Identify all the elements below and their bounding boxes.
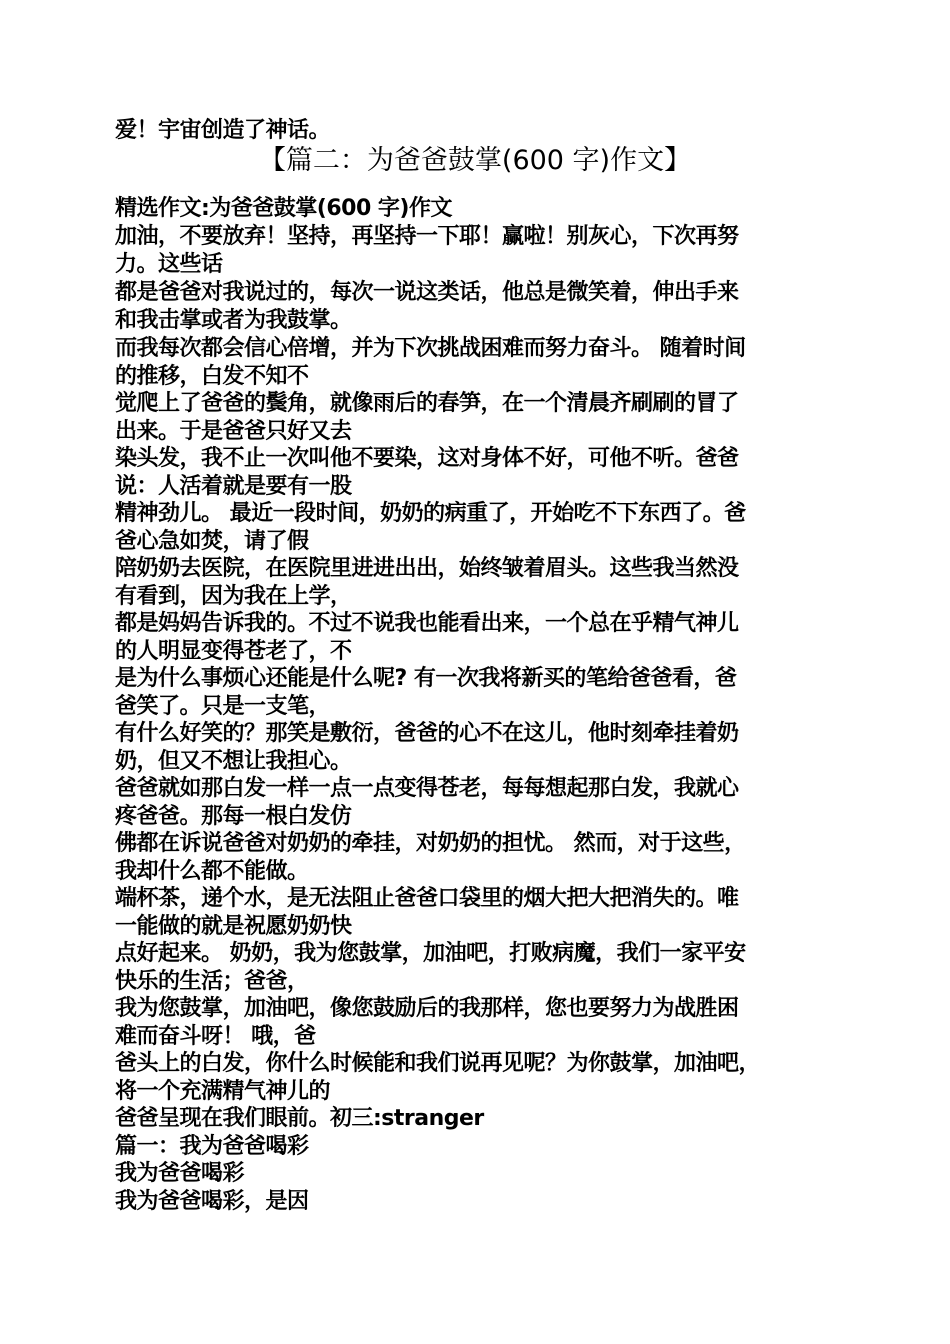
text-line: 的推移，白发不知不 xyxy=(115,364,309,389)
text-line: 爱！宇宙创造了神话。 xyxy=(115,118,331,143)
text-line: 疼爸爸。那每一根白发仿 xyxy=(115,804,352,829)
text-line: 的人明显变得苍老了，不 xyxy=(115,639,352,664)
text-line: 我为您鼓掌，加油吧，像您鼓励后的我那样，您也要努力为战胜困 xyxy=(115,996,739,1021)
text-line: 爸头上的白发，你什么时候能和我们说再见呢？为你鼓掌，加油吧， xyxy=(115,1051,761,1076)
text-line: 有什么好笑的？那笑是敷衍，爸爸的心不在这儿，他时刻牵挂着奶 xyxy=(115,721,739,746)
text-line: 爸爸就如那白发一样一点一点变得苍老，每每想起那白发，我就心 xyxy=(115,776,739,801)
text-line: 端杯茶，递个水，是无法阻止爸爸口袋里的烟大把大把消失的。唯 xyxy=(115,886,739,911)
text-line: 我为爸爸喝彩，是因 xyxy=(115,1189,309,1214)
text-line: 爸笑了。只是一支笔， xyxy=(115,694,331,719)
text-line: 都是爸爸对我说过的，每次一说这类话，他总是微笑着，伸出手来 xyxy=(115,280,739,305)
text-line: 加油，不要放弃！坚持，再坚持一下耶！赢啦！别灰心，下次再努 xyxy=(115,224,739,249)
text-line: 爸爸呈现在我们眼前。初三:stranger xyxy=(115,1106,484,1131)
text-line: 精神劲儿。 最近一段时间，奶奶的病重了，开始吃不下东西了。爸 xyxy=(115,501,746,526)
text-line: 将一个充满精气神儿的 xyxy=(115,1079,331,1104)
text-line: 我却什么都不能做。 xyxy=(115,859,309,884)
text-line: 而我每次都会信心倍增，并为下次挑战困难而努力奋斗。 随着时间 xyxy=(115,336,746,361)
text-line: 都是妈妈告诉我的。不过不说我也能看出来，一个总在乎精气神儿 xyxy=(115,611,739,636)
text-line: 一能做的就是祝愿奶奶快 xyxy=(115,914,352,939)
text-line: 出来。于是爸爸只好又去 xyxy=(115,419,352,444)
text-line: 觉爬上了爸爸的鬓角，就像雨后的春笋，在一个清晨齐刷刷的冒了 xyxy=(115,391,739,416)
text-line: 陪奶奶去医院，在医院里进进出出，始终皱着眉头。这些我当然没 xyxy=(115,556,739,581)
text-line: 说：人活着就是要有一股 xyxy=(115,474,352,499)
text-line: 爸心急如焚，请了假 xyxy=(115,529,309,554)
text-line: 篇一：我为爸爸喝彩 xyxy=(115,1134,309,1159)
text-line: 精选作文:为爸爸鼓掌(600 字)作文 xyxy=(115,196,452,221)
section-heading: 【篇二：为爸爸鼓掌(600 字)作文】 xyxy=(258,145,692,176)
text-line: 我为爸爸喝彩 xyxy=(115,1161,245,1186)
text-line: 点好起来。 奶奶，我为您鼓掌，加油吧，打败病魔，我们一家平安 xyxy=(115,941,746,966)
text-line: 染头发，我不止一次叫他不要染，这对身体不好，可他不听。爸爸 xyxy=(115,446,739,471)
text-line: 和我击掌或者为我鼓掌。 xyxy=(115,308,352,333)
text-line: 奶，但又不想让我担心。 xyxy=(115,749,352,774)
text-line: 佛都在诉说爸爸对奶奶的牵挂，对奶奶的担忧。 然而，对于这些， xyxy=(115,831,746,856)
text-line: 是为什么事烦心还能是什么呢? 有一次我将新买的笔给爸爸看，爸 xyxy=(115,666,737,691)
text-line: 难而奋斗呀！ 哦，爸 xyxy=(115,1024,316,1049)
text-line: 有看到，因为我在上学， xyxy=(115,584,352,609)
text-line: 力。这些话 xyxy=(115,252,223,277)
text-line: 快乐的生活；爸爸， xyxy=(115,969,309,994)
